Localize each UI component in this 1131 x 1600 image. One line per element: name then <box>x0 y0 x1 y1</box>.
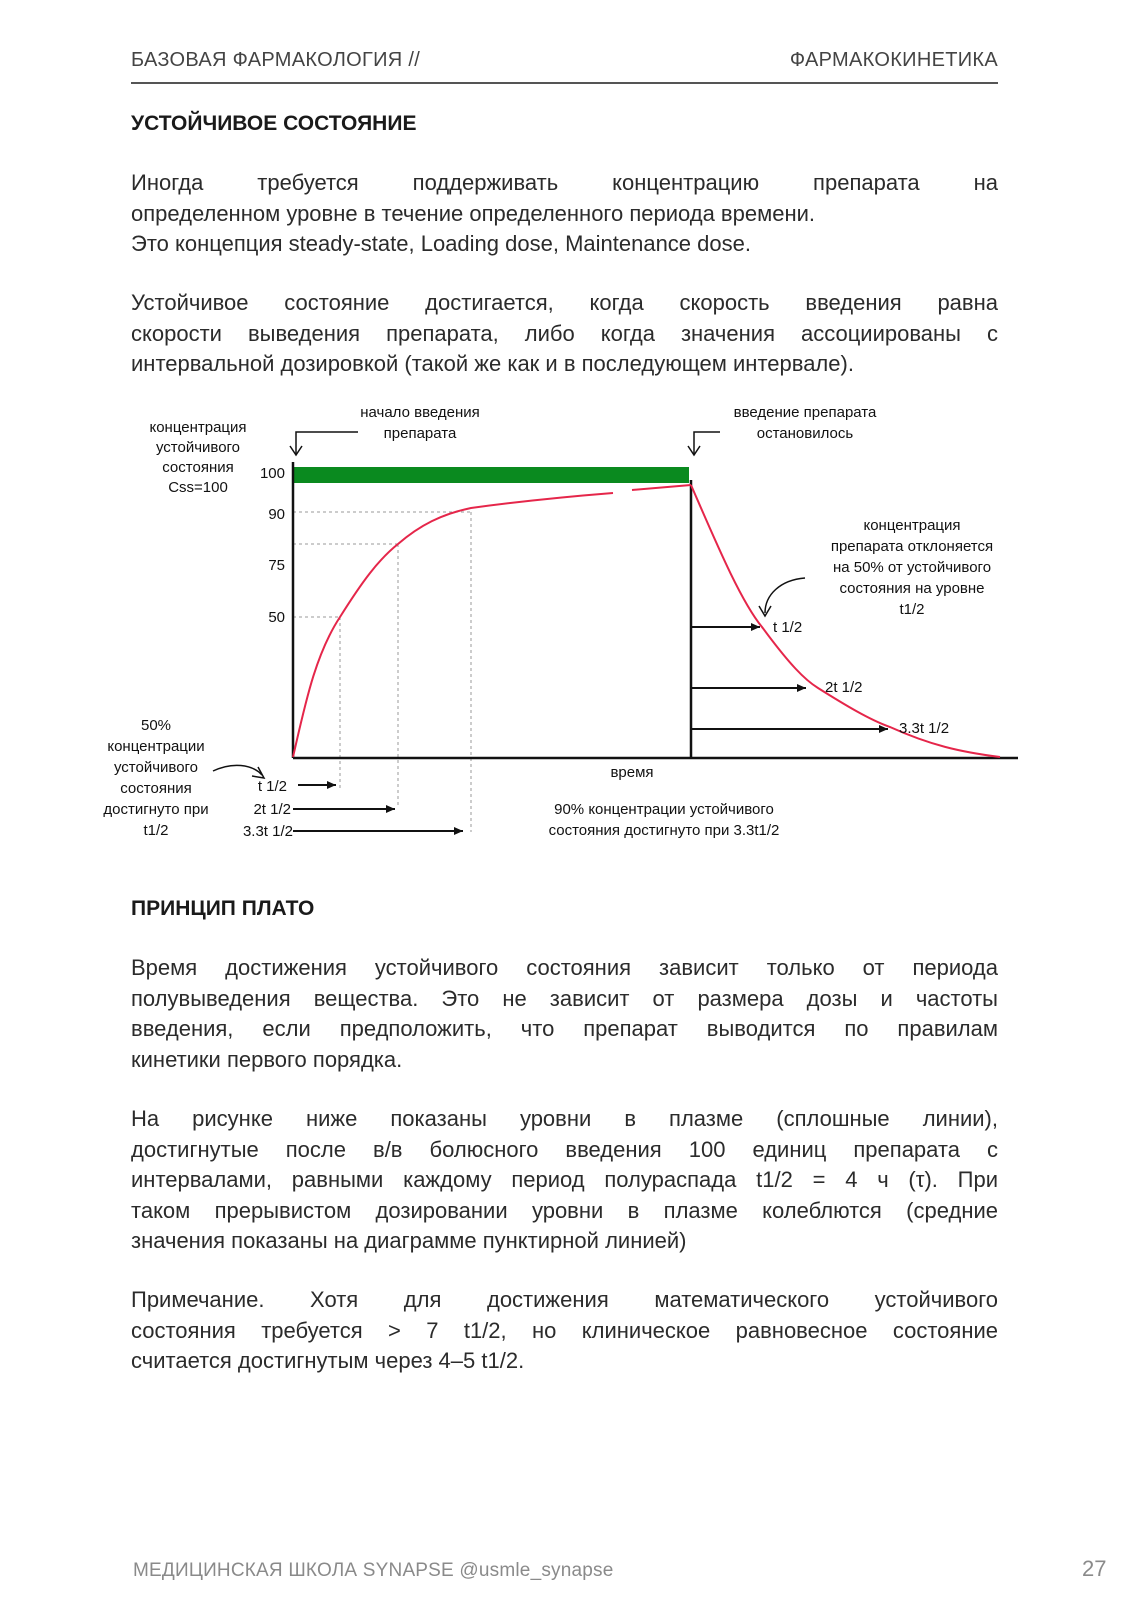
rise-curve-end <box>632 485 691 490</box>
label-line: состояния <box>162 459 234 476</box>
text-line: Время достижения устойчивого состояния зависит только от периода <box>131 955 998 980</box>
label-line: состояния <box>120 780 192 797</box>
decay-marker-labels <box>773 619 949 737</box>
y-tick-labels <box>260 465 285 626</box>
rise-marker-3-3t-half: 3.3t 1/2 <box>242 823 293 840</box>
decay-arrows <box>691 627 888 729</box>
css-label <box>149 419 246 496</box>
label-line: концентрация <box>863 517 961 534</box>
text-line: введения, если предположить, что препарат выводится по правилам <box>131 1016 998 1041</box>
label-line: остановилось <box>756 425 854 442</box>
paragraph-note <box>131 1285 998 1377</box>
paragraph-plasma-levels <box>131 1104 998 1257</box>
text-line: считается достигнутым через 4–5 t1/2. <box>131 1348 525 1373</box>
label-line: t1/2 <box>143 822 169 839</box>
label-line: состояния достигнуто при 3.3t1/2 <box>548 822 780 839</box>
section-title-steady-state: УСТОЙЧИВОЕ СОСТОЯНИЕ <box>131 112 417 135</box>
text-line: кинетики первого порядка. <box>131 1046 403 1072</box>
label-line: устойчивого <box>155 439 241 456</box>
label-line: 50% <box>140 717 172 734</box>
steady-state-bar <box>293 467 689 483</box>
pointer-arrows <box>213 578 805 778</box>
label-line: устойчивого <box>113 759 199 776</box>
ninety-percent-label <box>549 801 780 839</box>
text-line: полувыведения вещества. Это не зависит от размера дозы и частоты <box>131 985 998 1011</box>
rise-marker-labels <box>243 778 293 840</box>
label-line: на 50% от устойчивого <box>832 559 992 576</box>
text-line: На рисунке ниже показаны уровни в плазме (сплошные линии), <box>131 1106 998 1131</box>
label-line: Css=100 <box>168 479 228 496</box>
text-line: значения показаны на диаграмме пунктирной линией) <box>131 1228 687 1253</box>
decay-marker-3-3t-half: 3.3t 1/2 <box>899 720 950 737</box>
footer-school-name: МЕДИЦИНСКАЯ ШКОЛА SYNAPSE @usmle_synapse <box>133 1560 614 1581</box>
label-line: препарата <box>383 425 457 442</box>
header-chapter-title: ФАРМАКОКИНЕТИКА <box>789 49 998 71</box>
label-line: начало введения <box>360 404 480 421</box>
decay-marker-t-half: t 1/2 <box>773 619 803 636</box>
rise-curve <box>293 493 613 757</box>
text-line: интервалами, равными каждому период полураспада t1/2 = 4 ч (τ). При <box>131 1167 998 1192</box>
y-tick-90: 90 <box>268 506 285 523</box>
label-line: концентрации <box>107 738 205 755</box>
label-line: 90% концентрации устойчивого <box>554 801 774 818</box>
text-line: Устойчивое состояние достигается, когда скорость введения равна <box>131 290 998 315</box>
text-line: достигнутые после в/в болюсного введения 100 единиц препарата с <box>131 1136 998 1162</box>
label-line: t1/2 <box>899 601 925 618</box>
text-line: таком прерывистом дозировании уровни в плазме колеблются (средние <box>131 1197 998 1223</box>
text-line: определенном уровне в течение определенного периода времени. <box>131 200 815 226</box>
y-tick-100: 100 <box>259 465 285 482</box>
decay-marker-2t-half: 2t 1/2 <box>825 679 863 696</box>
label-line: достигнуто при <box>103 801 209 818</box>
label-line: препарата отклоняется <box>830 538 994 555</box>
section-title-plateau: ПРИНЦИП ПЛАТО <box>131 897 315 920</box>
paragraph-plateau-principle <box>131 953 998 1075</box>
header-book-title: БАЗОВАЯ ФАРМАКОЛОГИЯ // <box>131 49 421 71</box>
stop-label <box>734 404 877 442</box>
text-line: Примечание. Хотя для достижения математического устойчивого <box>131 1287 998 1312</box>
text-line: Это концепция steady-state, Loading dose, Maintenance dose. <box>131 231 751 256</box>
page-number: 27 <box>1082 1556 1107 1581</box>
text-line: интервальной дозировкой (такой же как и в последующем интервале). <box>131 351 854 376</box>
rise-marker-t-half: t 1/2 <box>257 778 287 795</box>
event-arrows <box>290 432 720 455</box>
start-label <box>360 404 480 442</box>
rise-marker-2t-half: 2t 1/2 <box>253 801 291 818</box>
rise-arrows <box>293 785 463 831</box>
y-tick-75: 75 <box>268 557 285 574</box>
label-line: введение препарата <box>733 404 877 421</box>
deviation-label <box>831 517 993 618</box>
x-axis-label: время <box>610 764 654 781</box>
fifty-percent-label <box>103 717 208 839</box>
label-line: концентрация <box>149 419 247 436</box>
label-line: состояния на уровне <box>839 580 985 597</box>
y-tick-50: 50 <box>268 609 285 626</box>
text-line: скорости выведения препарата, либо когда значения ассоциированы с <box>131 320 998 346</box>
text-line: состояния требуется > 7 t1/2, но клиническое равновесное состояние <box>131 1317 998 1343</box>
text-line: Иногда требуется поддерживать концентрацию препарата на <box>131 170 998 195</box>
